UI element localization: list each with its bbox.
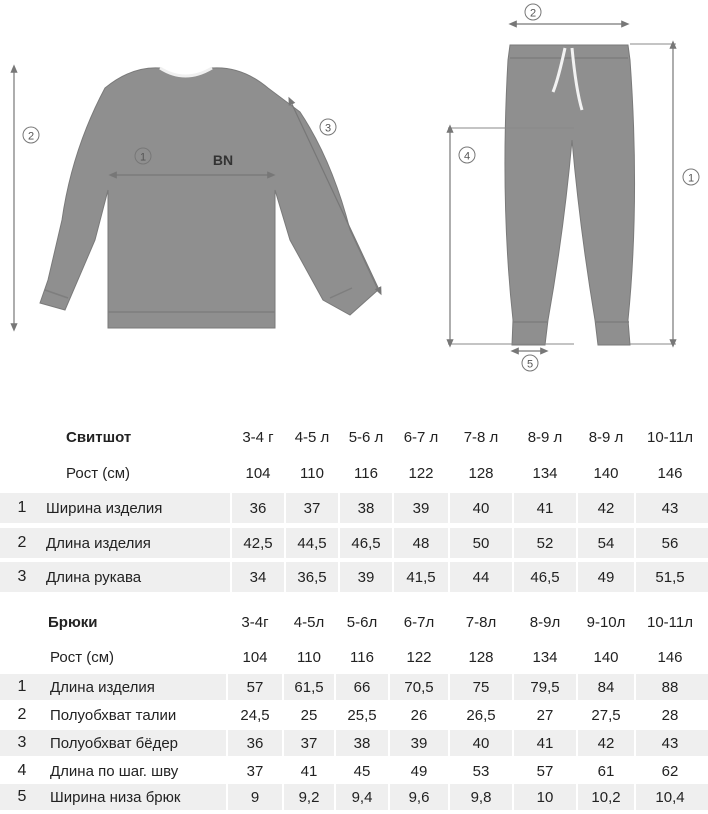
value-cell: 9,8 [470,788,492,806]
value-cell: 50 [472,534,490,552]
value-cell: 26 [410,706,428,724]
value-cell: 34 [249,568,267,586]
value-cell: 36 [249,499,267,517]
value-cell: 56 [661,534,679,552]
value-cell: 27,5 [591,706,621,724]
value-cell: 61 [597,762,615,780]
value-cell: 25 [300,706,318,724]
row-number: 1 [17,678,27,695]
svg-text:2: 2 [529,7,537,20]
height-cell: 134 [532,464,558,482]
measure-label: Полуобхват талии [50,706,177,724]
value-cell: 79,5 [530,678,560,696]
value-cell: 40 [472,499,490,517]
value-cell: 41 [300,762,318,780]
size-cell: 7-8 л [463,428,499,446]
value-cell: 38 [357,499,375,517]
value-cell: 27 [536,706,554,724]
size-cell: 10-11л [646,613,693,631]
height-cell: 146 [657,648,683,666]
value-cell: 10,4 [655,788,685,806]
pants-height-row [0,642,708,672]
size-cell: 8-9 л [588,428,624,446]
height-cell: 116 [350,648,374,666]
value-cell: 75 [472,678,490,696]
size-cell: 4-5 л [294,428,330,446]
height-cell: 128 [468,464,494,482]
row-number: 5 [17,788,27,805]
measure-label: Длина изделия [46,534,151,552]
pants-size-header-row [0,606,708,638]
height-cell: 110 [297,648,321,666]
pants-measure-row [0,758,708,784]
pants-measure-row [0,702,708,728]
row-number: 3 [17,734,27,751]
measure-label: Длина рукава [46,568,142,586]
value-cell: 45 [353,762,371,780]
value-cell: 40 [472,734,490,752]
height-cell: 134 [532,648,558,666]
value-cell: 49 [410,762,428,780]
value-cell: 51,5 [655,568,685,586]
svg-text:1: 1 [139,151,147,164]
pants-image [505,45,635,345]
sweatshirt-measure-row [0,493,708,523]
value-cell: 54 [597,534,615,552]
row-number: 2 [17,706,27,723]
sweatshirt-image [40,68,378,328]
value-cell: 43 [661,734,679,752]
value-cell: 44,5 [297,534,327,552]
measure-label: Длина по шаг. шву [50,762,179,780]
value-cell: 66 [353,678,371,696]
value-cell: 39 [357,568,375,586]
value-cell: 49 [597,568,615,586]
svg-text:5: 5 [526,358,534,371]
value-cell: 41 [536,734,554,752]
size-cell: 5-6л [346,613,378,631]
size-cell: 10-11л [646,428,693,446]
sweatshirt-size-header-row [0,420,708,454]
size-cell: 8-9л [529,613,561,631]
size-cell: 4-5л [293,613,325,631]
value-cell: 37 [303,499,321,517]
value-cell: 61,5 [294,678,324,696]
value-cell: 57 [536,762,554,780]
row-number: 2 [17,534,27,551]
row-number: 4 [17,762,27,779]
height-cell: 146 [657,464,683,482]
size-cell: 6-7 л [403,428,439,446]
size-cell: 7-8л [465,613,497,631]
value-cell: 9,6 [408,788,430,806]
height-cell: 128 [468,648,494,666]
value-cell: 48 [412,534,430,552]
size-cell: 5-6 л [348,428,384,446]
height-cell: 116 [354,464,378,482]
pants-title: Брюки [48,613,98,631]
row-number: 1 [17,499,27,516]
value-cell: 84 [597,678,615,696]
value-cell: 41 [536,499,554,517]
value-cell: 46,5 [351,534,381,552]
height-cell: 104 [242,648,268,666]
sweatshirt-logo: BN [212,152,234,168]
value-cell: 42 [597,499,615,517]
svg-text:3: 3 [324,122,332,135]
value-cell: 37 [246,762,264,780]
size-cell: 3-4г [241,613,269,631]
size-cell: 8-9 л [527,428,563,446]
value-cell: 28 [661,706,679,724]
sweatshirt-measure-row [0,528,708,558]
value-cell: 26,5 [466,706,496,724]
measure-label: Полуобхват бёдер [50,734,179,752]
height-label: Рост (см) [50,648,115,666]
value-cell: 42 [597,734,615,752]
value-cell: 9,4 [351,788,373,806]
value-cell: 25,5 [347,706,377,724]
value-cell: 39 [412,499,430,517]
sweatshirt-measure-row [0,562,708,592]
value-cell: 43 [661,499,679,517]
value-cell: 44 [472,568,490,586]
measure-label: Ширина изделия [46,499,163,517]
svg-text:2: 2 [27,130,35,143]
value-cell: 46,5 [530,568,560,586]
svg-text:4: 4 [463,150,471,163]
row-number: 3 [17,568,27,585]
height-cell: 140 [593,464,619,482]
measure-label: Ширина низа брюк [50,788,181,806]
value-cell: 9,2 [298,788,320,806]
value-cell: 10 [536,788,554,806]
height-cell: 140 [593,648,619,666]
measure-label: Длина изделия [50,678,155,696]
value-cell: 88 [661,678,679,696]
size-cell: 3-4 г [242,428,274,446]
height-label: Рост (см) [66,464,131,482]
svg-text:1: 1 [687,172,695,185]
value-cell: 36,5 [297,568,327,586]
value-cell: 53 [472,762,490,780]
value-cell: 62 [661,762,679,780]
value-cell: 9 [250,788,260,806]
pants-measure-row [0,674,708,700]
value-cell: 70,5 [404,678,434,696]
value-cell: 41,5 [406,568,436,586]
height-cell: 104 [245,464,271,482]
pants-measure-row [0,730,708,756]
height-cell: 110 [300,464,324,482]
height-cell: 122 [406,648,432,666]
height-cell: 122 [408,464,434,482]
value-cell: 10,2 [591,788,621,806]
size-cell: 9-10л [586,613,626,631]
value-cell: 38 [353,734,371,752]
value-cell: 52 [536,534,554,552]
value-cell: 24,5 [240,706,270,724]
sweatshirt-title: Свитшот [66,428,132,446]
value-cell: 36 [246,734,264,752]
garment-illustration [0,0,708,380]
value-cell: 42,5 [243,534,273,552]
garment-drawing [0,0,708,380]
value-cell: 37 [300,734,318,752]
value-cell: 57 [246,678,264,696]
sweatshirt-height-row [0,456,708,490]
size-cell: 6-7л [403,613,435,631]
value-cell: 39 [410,734,428,752]
pants-measure-row [0,784,708,810]
